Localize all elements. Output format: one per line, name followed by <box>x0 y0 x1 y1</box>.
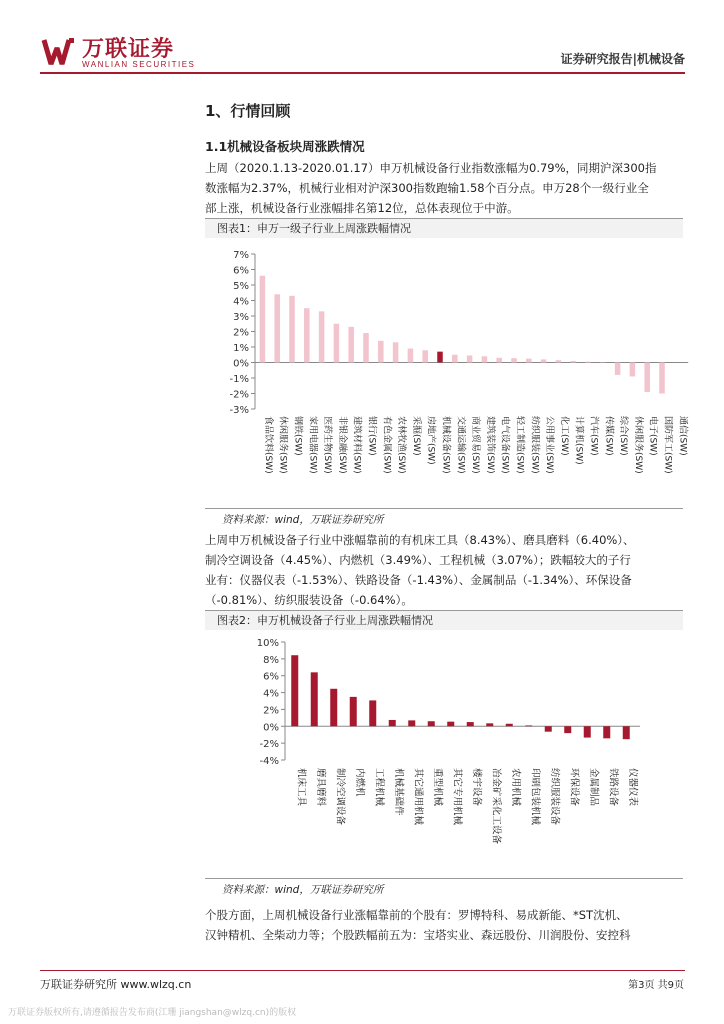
x-tick-label: 内燃机 <box>354 768 365 797</box>
x-tick-label: 机械基础件 <box>393 768 404 816</box>
x-tick-label: 铁路设备 <box>607 768 619 807</box>
y-tick-label: 2% <box>233 327 249 339</box>
y-tick-label: -4% <box>259 756 279 767</box>
x-tick-label: 电子(SW) <box>647 416 658 456</box>
bar <box>389 720 396 726</box>
bar <box>422 350 428 362</box>
y-tick-label: 0% <box>233 358 249 370</box>
page-header <box>40 30 685 72</box>
bar <box>545 726 552 731</box>
paragraph-line: 汉钟精机、全柴动力等；个股跌幅前五为：宝塔实业、森远股份、川润股份、安控科 <box>205 928 631 942</box>
y-tick-label: 3% <box>233 312 249 323</box>
x-tick-label: 商业贸易(SW) <box>470 416 481 474</box>
x-tick-label: 非银金融(SW) <box>336 416 347 474</box>
bar <box>408 720 415 726</box>
x-tick-label: 化工(SW) <box>558 416 569 456</box>
x-tick-label: 休闲服务(SW) <box>277 416 288 474</box>
x-tick-label: 休闲服务(SW) <box>632 416 643 474</box>
paragraph-2 <box>205 530 683 610</box>
paragraph-line: 上周（2020.1.13-2020.01.17）申万机械设备行业指数涨幅为0.79%，同期沪深300指 <box>205 161 657 175</box>
bar <box>496 358 502 363</box>
bar <box>408 349 414 363</box>
bar <box>506 724 513 727</box>
bar <box>348 327 354 363</box>
x-tick-label: 交通运输(SW) <box>455 416 466 474</box>
x-tick-label: 磨具磨料 <box>315 768 326 807</box>
paragraph-1 <box>205 158 683 218</box>
header-rule <box>40 72 685 74</box>
bar <box>659 363 665 394</box>
x-tick-label: 重型机械 <box>432 768 443 807</box>
paragraph-line: 部上涨，机械设备行业涨幅排名第12位，总体表现位于中游。 <box>205 201 519 215</box>
y-tick-label: 8% <box>263 654 279 666</box>
x-tick-label: 冶金矿采化工设备 <box>490 768 502 845</box>
bar <box>289 296 295 363</box>
bar <box>526 359 532 363</box>
x-tick-label: 通信(SW) <box>677 416 688 456</box>
x-tick-label: 采掘(SW) <box>410 416 421 456</box>
y-tick-label: -2% <box>259 739 279 751</box>
bar <box>274 294 280 362</box>
y-tick-label: 5% <box>233 281 249 292</box>
x-tick-label: 纺织服装(SW) <box>529 416 540 474</box>
figure2-bottom-rule <box>205 878 683 879</box>
x-tick-label: 房地产(SW) <box>425 416 436 465</box>
bar <box>350 697 357 726</box>
bar <box>603 726 610 738</box>
x-tick-label: 家用电器(SW) <box>307 416 318 474</box>
y-tick-label: -1% <box>229 374 249 385</box>
paragraph-line: 业有：仪器仪表（-1.53%）、铁路设备（-1.43%）、金属制品（-1.34%）、环保设备 <box>205 573 632 587</box>
y-tick-label: -2% <box>229 389 249 401</box>
y-tick-label: 0% <box>263 722 279 734</box>
x-tick-label: 建筑装饰(SW) <box>484 416 495 474</box>
bar <box>623 726 630 739</box>
bar <box>311 672 318 726</box>
y-tick-label: 10% <box>256 638 279 649</box>
x-tick-label: 食品饮料(SW) <box>262 416 273 474</box>
bar <box>437 352 443 363</box>
x-tick-label: 工程机械 <box>373 768 385 807</box>
bar <box>585 362 591 363</box>
report-type: 证券研究报告|机械设备 <box>560 52 685 66</box>
x-tick-label: 电气设备(SW) <box>499 416 510 474</box>
figure1-bottom-rule <box>205 508 683 509</box>
paragraph-line: 上周申万机械设备子行业中涨幅靠前的有机床工具（8.43%）、磨具磨料（6.40%）、 <box>205 533 635 547</box>
x-tick-label: 综合(SW) <box>618 416 629 456</box>
y-tick-label: 1% <box>233 343 249 354</box>
x-tick-label: 环保设备 <box>568 768 580 807</box>
copyright-disclaimer: 万联证券版权所有,请遵循报告发布商(江珊 jiangshan@wlzq.cn)的版权 <box>8 1008 297 1018</box>
x-tick-label: 农用机械 <box>510 768 521 807</box>
y-tick-label: 6% <box>263 671 279 683</box>
x-tick-label: 建筑材料(SW) <box>351 416 362 474</box>
x-tick-label: 农林牧渔(SW) <box>396 416 407 474</box>
x-tick-label: 机械设备(SW) <box>440 416 451 474</box>
section-title: 1、行情回顾 <box>205 102 291 120</box>
paragraph-line: （-0.81%）、纺织服装设备（-0.64%）。 <box>205 593 413 607</box>
bar <box>447 722 454 727</box>
bar <box>319 311 325 362</box>
figure2-source: 资料来源：wind，万联证券研究所 <box>222 884 384 896</box>
x-tick-label: 公用事业(SW) <box>544 416 555 474</box>
x-tick-label: 国防军工(SW) <box>662 416 673 474</box>
x-tick-label: 传媒(SW) <box>603 416 614 456</box>
bar <box>630 363 636 377</box>
bar <box>570 361 576 363</box>
bar <box>615 363 621 375</box>
x-tick-label: 钢铁(SW) <box>292 416 303 456</box>
subsection-title: 1.1机械设备板块周涨跌情况 <box>205 139 365 154</box>
x-tick-label: 汽车(SW) <box>588 416 599 456</box>
footer-website: 万联证券研究所 www.wlzq.cn <box>40 978 192 991</box>
bar <box>556 360 562 362</box>
bar <box>291 655 298 726</box>
x-tick-label: 仪器仪表 <box>627 768 638 807</box>
bar <box>482 356 488 362</box>
bar <box>467 722 474 726</box>
bar <box>260 276 266 363</box>
bar <box>304 308 310 362</box>
bar <box>511 358 517 362</box>
x-tick-label: 计算机(SW) <box>573 416 584 465</box>
logo-en: WANLIAN SECURITIES <box>82 60 196 69</box>
bar <box>369 700 376 726</box>
x-tick-label: 银行(SW) <box>366 416 377 456</box>
bar <box>644 363 650 392</box>
y-tick-label: 4% <box>263 688 279 700</box>
footer-rule <box>40 970 685 971</box>
paragraph-line: 数涨幅为2.37%，机械行业相对沪深300指数跑输1.58个百分点。申万28个一级行业全 <box>205 181 649 195</box>
y-tick-label: 7% <box>233 250 249 261</box>
y-tick-label: 6% <box>233 265 249 277</box>
x-tick-label: 楼宇设备 <box>471 768 482 807</box>
paragraph-line: 制冷空调设备（4.45%）、内燃机（3.49%）、工程机械（3.07%）；跌幅较大的子行 <box>205 553 631 567</box>
bar <box>428 721 435 726</box>
x-tick-label: 金属制品 <box>588 768 599 807</box>
y-tick-label: 2% <box>263 705 279 717</box>
x-tick-label: 印刷包装机械 <box>529 768 541 826</box>
figure1-source: 资料来源：wind，万联证券研究所 <box>222 514 384 526</box>
bar <box>467 356 473 363</box>
figure1-chart <box>205 240 688 505</box>
x-tick-label: 其它通用机械 <box>412 768 424 826</box>
bar <box>541 359 547 362</box>
page-number: 第3页 共9页 <box>628 980 684 991</box>
bar <box>393 342 399 362</box>
wanlian-logo-icon <box>42 36 76 66</box>
figure1-title: 图表1：申万一级子行业上周涨跌幅情况 <box>205 218 683 238</box>
bar <box>486 723 493 726</box>
x-tick-label: 医药生物(SW) <box>322 416 333 474</box>
bar <box>584 726 591 737</box>
paragraph-3 <box>205 905 683 945</box>
y-tick-label: -3% <box>229 405 249 416</box>
figure2-chart <box>205 632 683 877</box>
x-tick-label: 有色金属(SW) <box>381 416 392 474</box>
bar <box>452 355 458 363</box>
bar <box>525 725 532 726</box>
bar <box>334 324 340 363</box>
bar <box>330 689 337 727</box>
bar <box>378 341 384 363</box>
x-tick-label: 制冷空调设备 <box>334 768 346 826</box>
logo-cn: 万联证券 <box>82 37 175 62</box>
y-tick-label: 4% <box>233 296 249 308</box>
x-tick-label: 其它专用机械 <box>451 768 463 826</box>
x-tick-label: 机床工具 <box>295 768 307 807</box>
x-tick-label: 纺织服装设备 <box>549 768 560 826</box>
bar <box>564 726 571 733</box>
x-tick-label: 轻工制造(SW) <box>514 416 525 474</box>
bar <box>363 333 369 362</box>
figure2-title: 图表2：申万机械设备子行业上周涨跌幅情况 <box>205 610 683 630</box>
paragraph-line: 个股方面，上周机械设备行业涨幅靠前的个股有：罗博特科、易成新能、*ST沈机、 <box>205 908 628 922</box>
